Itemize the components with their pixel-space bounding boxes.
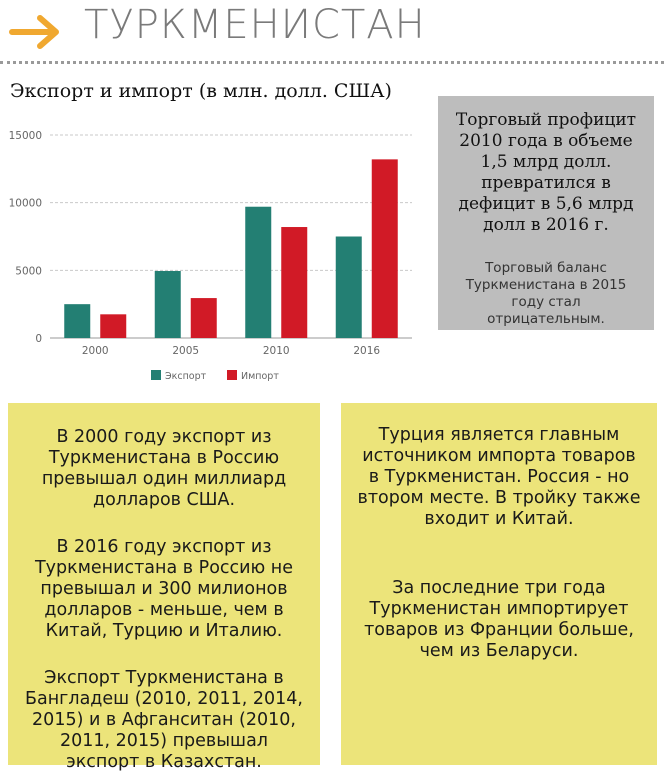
legend-swatch (151, 370, 161, 380)
bar-export-2010 (245, 207, 271, 338)
legend-label: Экспорт (165, 371, 207, 382)
box-paragraph: За последние три года Туркменистан импортирует товаров из Франции больше, чем из Беларуси. (364, 578, 634, 661)
summary-box (438, 96, 654, 330)
trade-bar-chart (0, 118, 430, 388)
y-tick-label: 5000 (15, 265, 42, 278)
bar-import-2010 (281, 227, 307, 338)
x-tick-label: 2005 (172, 345, 200, 357)
bar-export-2000 (64, 304, 90, 338)
box-paragraph: Турция является главным источником импорта товаров в Туркменистан. Россия - но втором месте. В тройку также входит и Китай. (357, 425, 641, 529)
legend-swatch (227, 370, 237, 380)
legend-label: Импорт (241, 371, 279, 382)
summary-note: Торговый баланс Туркменистана в 2015 году стал отрицательным. (465, 260, 627, 327)
x-tick-label: 2016 (353, 345, 381, 357)
bar-export-2005 (155, 271, 181, 338)
y-tick-label: 10000 (8, 197, 42, 210)
bar-export-2016 (336, 237, 362, 339)
box-paragraph: Экспорт Туркменистана в Бангладеш (2010, 2011, 2014, 2015) и в Афганситан (2010, 2011, 2015) превышал экспорт в Казахстан. (25, 668, 303, 772)
box-paragraph: В 2016 году экспорт из Туркменистана в Россию не превышал и 300 милионов долларов - меньше, чем в Китай, Турцию и Италию. (34, 537, 294, 641)
x-tick-label: 2010 (262, 345, 290, 357)
bar-import-2016 (372, 159, 398, 338)
y-tick-label: 0 (35, 333, 42, 345)
summary-headline: Торговый профицит 2010 года в объеме 1,5 млрд долл. превратился в дефицит в 5,6 млрд долл в 2016 г. (455, 110, 637, 235)
x-tick-label: 2000 (81, 345, 109, 357)
russia-export-box (8, 403, 320, 772)
y-tick-label: 15000 (8, 130, 42, 142)
arrow-right-icon (8, 12, 68, 52)
bar-import-2000 (100, 314, 126, 338)
chart-title: Экспорт и импорт (в млн. долл. США) (10, 80, 392, 102)
dotted-divider (0, 61, 664, 64)
import-sources-box (341, 403, 657, 765)
bar-import-2005 (191, 298, 217, 338)
page-title: ТУРКМЕНИСТАН (84, 2, 426, 48)
box-paragraph: В 2000 году экспорт из Туркменистана в Россию превышал один миллиард долларов США. (41, 427, 287, 510)
